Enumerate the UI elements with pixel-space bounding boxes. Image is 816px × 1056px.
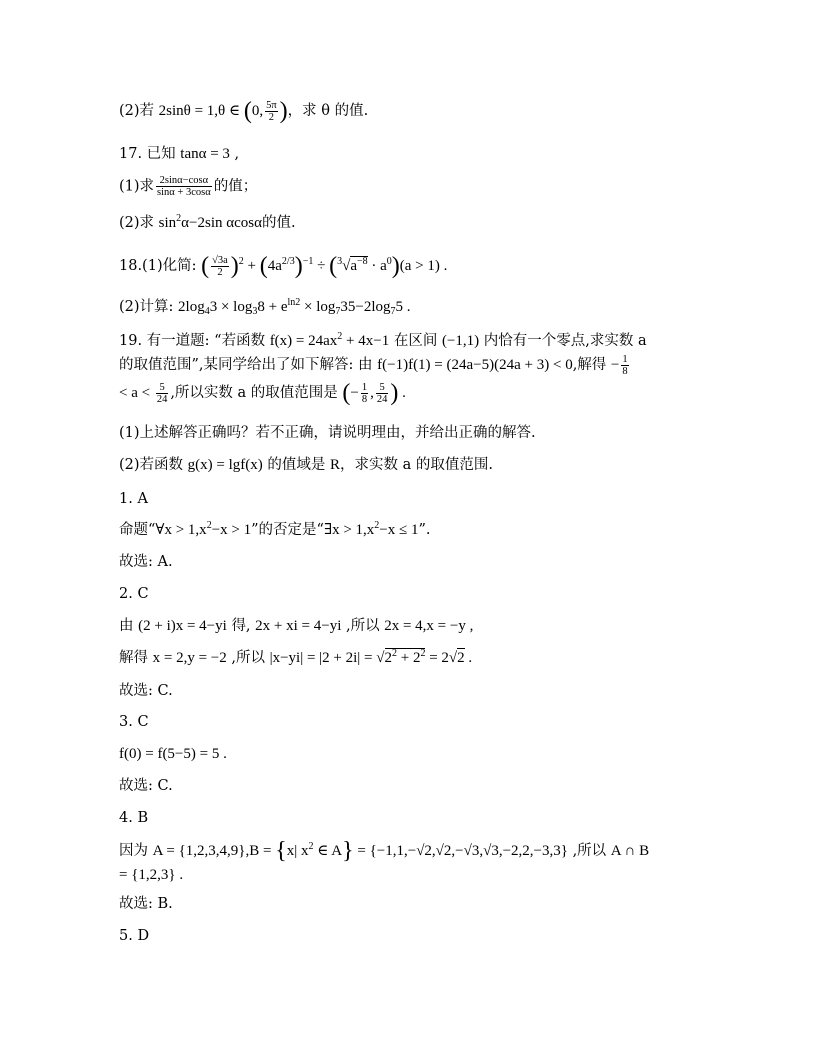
answer-4-choice: 故选: B. (119, 896, 173, 912)
problem-19-line-1: 19. 有一道题: “若函数 $f(x) = 24ax^2 + 4x-1$ 在区间 (−1,1) 内恰有一个零点,求实数 a (119, 331, 647, 349)
problem-19-line-3: < a < $\frac{5}{24}$ ,所以实数 a 的取值范围是 (− $\frac{1}{8}$ , $\frac{5}{24}$ ) . (119, 380, 406, 406)
answer-2-head: 2. C (119, 586, 149, 602)
problem-19-line-2: 的取值范围”,某同学给出了如下解答: 由 f(−1)f(1) = (24a−5)(24a + 3) < 0,解得 − $\frac{1}{8}$ (119, 354, 628, 378)
answer-2-choice: 故选: C. (119, 683, 173, 699)
problem-17-part-2: (2)求 $\sin^2\alpha-2\sin$ αcosα的值. (119, 213, 296, 231)
answer-2-line-1: 由 (2 + i)x = 4−yi 得, 2x + xi = 4−yi ,所以 2x = 4,x = −y , (119, 618, 474, 634)
problem-18-part-2: (2)计算: $2\log_43 \times \log_38 + e^{ln2} \times \log_735-2\log_75$ . (119, 297, 411, 317)
answer-2-line-2: 解得 x = 2,y = −2 ,所以 $|x-yi| = |2 + 2i| = √2^2 + 2^2 = 2√2$ . (119, 648, 473, 666)
answer-1-choice: 故选: A. (119, 554, 173, 570)
problem-18-part-1: 18.(1)化简: ( $\frac{√3a}{2}$ )$^2 + (4a^{2/3})^{-1} \div (^3√a^{-8} \cdot a^0)(a > 1)$ . (119, 253, 448, 279)
answer-4-line-1: 因为 A = {1,2,3,4,9},B = {x| $x^2$ ∈ A} = {−1,1,−√2,√2,−√3,√3,−2,2,−3,3} ,所以 A ∩ B (119, 838, 650, 864)
problem-16-part-2: (2)若 2sinθ = 1,θ ∈ (0, $\frac{5\pi}{2}$ )，求 θ 的值. (119, 98, 369, 124)
answer-4-head: 4. B (119, 810, 149, 826)
problem-17-title: 17. 已知 tanα = 3 , (119, 146, 240, 162)
answer-3-choice: 故选: C. (119, 778, 173, 794)
answer-3-head: 3. C (119, 714, 149, 730)
problem-19-part-1: (1)上述解答正确吗？若不正确，请说明理由，并给出正确的解答. (119, 425, 536, 441)
answer-1-body: 命题“∀x > $1,x^2-x > 1$”的否定是“∃x > $1,x^2-x \le 1$”. (119, 520, 431, 538)
answer-1-head: 1. A (119, 491, 148, 507)
problem-17-part-1: (1)求 $\frac{2\sin\alpha-\cos\alpha}{\sin\alpha + 3\cos\alpha}$ 的值； (119, 175, 258, 198)
answer-3-body: f(0) = f(5−5) = 5 . (119, 746, 227, 762)
problem-19-part-2: (2)若函数 g(x) = lgf(x) 的值域是 R，求实数 a 的取值范围. (119, 457, 493, 473)
answer-5-head: 5. D (119, 928, 150, 944)
answer-4-line-2: = {1,2,3} . (119, 867, 184, 883)
